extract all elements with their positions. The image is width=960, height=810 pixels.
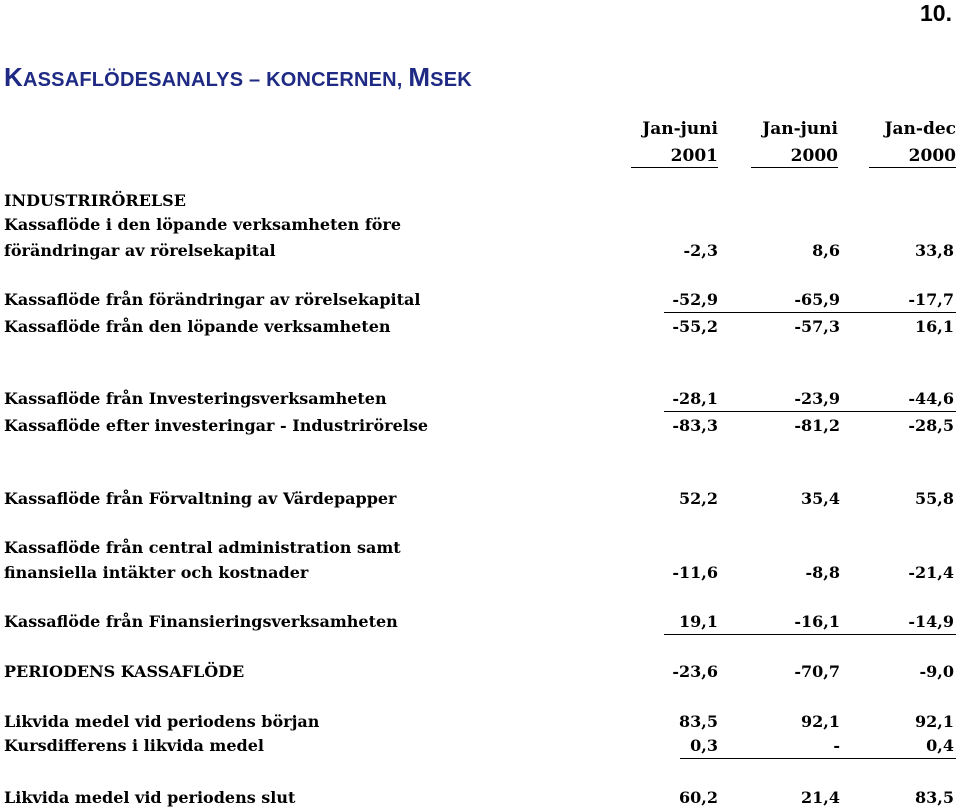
value-cell: -23,6: [672, 662, 718, 681]
row-label: Kassaflöde efter investeringar - Industrirörelse: [4, 416, 429, 435]
value-cell: -70,7: [794, 662, 840, 681]
value-cell: -14,9: [908, 612, 954, 631]
table-row: [4, 487, 958, 511]
value-cell: 35,4: [801, 489, 840, 508]
title-initial-1: K: [4, 62, 23, 92]
value-cell: -57,3: [794, 317, 840, 336]
row-label: Kassaflöde i den löpande verksamheten före: [4, 215, 402, 234]
table-row: [4, 315, 958, 339]
row-label: finansiella intäkter och kostnader: [4, 563, 309, 582]
column-period: Jan-dec: [884, 119, 956, 139]
value-cell: -65,9: [794, 290, 840, 309]
table-row: [4, 414, 958, 438]
title-part-2: SEK: [430, 69, 472, 91]
value-cell: 8,6: [812, 241, 840, 260]
table-row: [4, 239, 958, 263]
value-cell: -52,9: [672, 290, 718, 309]
row-label: PERIODENS KASSAFLÖDE: [4, 662, 245, 681]
page-number: 10.: [920, 0, 952, 26]
value-cell: -28,5: [908, 416, 954, 435]
value-cell: -9,0: [919, 662, 954, 681]
value-cell: -17,7: [908, 290, 954, 309]
table-row: [4, 710, 958, 734]
value-cell: 0,3: [690, 736, 718, 755]
value-cell: 55,8: [915, 489, 954, 508]
row-label: förändringar av rörelsekapital: [4, 241, 276, 260]
value-cell: -2,3: [683, 241, 718, 260]
column-year: 2001: [631, 145, 718, 168]
title-initial-2: M: [408, 62, 431, 92]
subtotal-rule: [664, 411, 956, 412]
column-year: 2000: [869, 145, 956, 168]
column-header-3: [826, 116, 956, 170]
row-label: Likvida medel vid periodens slut: [4, 788, 296, 807]
value-cell: 0,4: [926, 736, 954, 755]
table-row: [4, 660, 958, 684]
value-cell: 52,2: [679, 489, 718, 508]
table-row: [4, 786, 958, 810]
subtotal-rule: [680, 758, 956, 759]
row-label: Kassaflöde från den löpande verksamheten: [4, 317, 391, 336]
value-cell: -81,2: [794, 416, 840, 435]
value-cell: 19,1: [679, 612, 718, 631]
column-year: 2000: [751, 145, 838, 168]
value-cell: -55,2: [672, 317, 718, 336]
table-row: [4, 610, 958, 634]
row-label: Kassaflöde från förändringar av rörelsekapital: [4, 290, 421, 309]
value-cell: -: [833, 736, 840, 755]
value-cell: -28,1: [672, 389, 718, 408]
table-row: [4, 536, 958, 560]
value-cell: 83,5: [915, 788, 954, 807]
value-cell: 60,2: [679, 788, 718, 807]
value-cell: 92,1: [801, 712, 840, 731]
column-period: Jan-juni: [762, 119, 838, 139]
row-label: Kursdifferens i likvida medel: [4, 736, 264, 755]
row-label: Kassaflöde från central administration samt: [4, 538, 401, 557]
value-cell: -83,3: [672, 416, 718, 435]
subtotal-rule: [664, 634, 956, 635]
row-label: Likvida medel vid periodens början: [4, 712, 320, 731]
value-cell: -44,6: [908, 389, 954, 408]
table-row: [4, 387, 958, 411]
row-label: Kassaflöde från Finansieringsverksamheten: [4, 612, 398, 631]
value-cell: 83,5: [679, 712, 718, 731]
section-heading: INDUSTRIRÖRELSE: [4, 191, 186, 210]
subtotal-rule: [664, 312, 956, 313]
table-row: [4, 561, 958, 585]
table-row: [4, 734, 958, 758]
column-period: Jan-juni: [642, 119, 718, 139]
page-title: [4, 62, 472, 93]
value-cell: -16,1: [794, 612, 840, 631]
value-cell: 92,1: [915, 712, 954, 731]
table-row: [4, 288, 958, 312]
column-header-1: [588, 116, 718, 170]
table-row: [4, 213, 958, 237]
title-part-1: ASSAFLÖDESANALYS – KONCERNEN,: [22, 69, 409, 91]
value-cell: -23,9: [794, 389, 840, 408]
value-cell: -8,8: [805, 563, 840, 582]
value-cell: 33,8: [915, 241, 954, 260]
value-cell: 16,1: [915, 317, 954, 336]
value-cell: -11,6: [672, 563, 718, 582]
row-label: Kassaflöde från Investeringsverksamheten: [4, 389, 387, 408]
column-header-2: [708, 116, 838, 170]
row-label: Kassaflöde från Förvaltning av Värdepapper: [4, 489, 397, 508]
value-cell: 21,4: [801, 788, 840, 807]
value-cell: -21,4: [908, 563, 954, 582]
